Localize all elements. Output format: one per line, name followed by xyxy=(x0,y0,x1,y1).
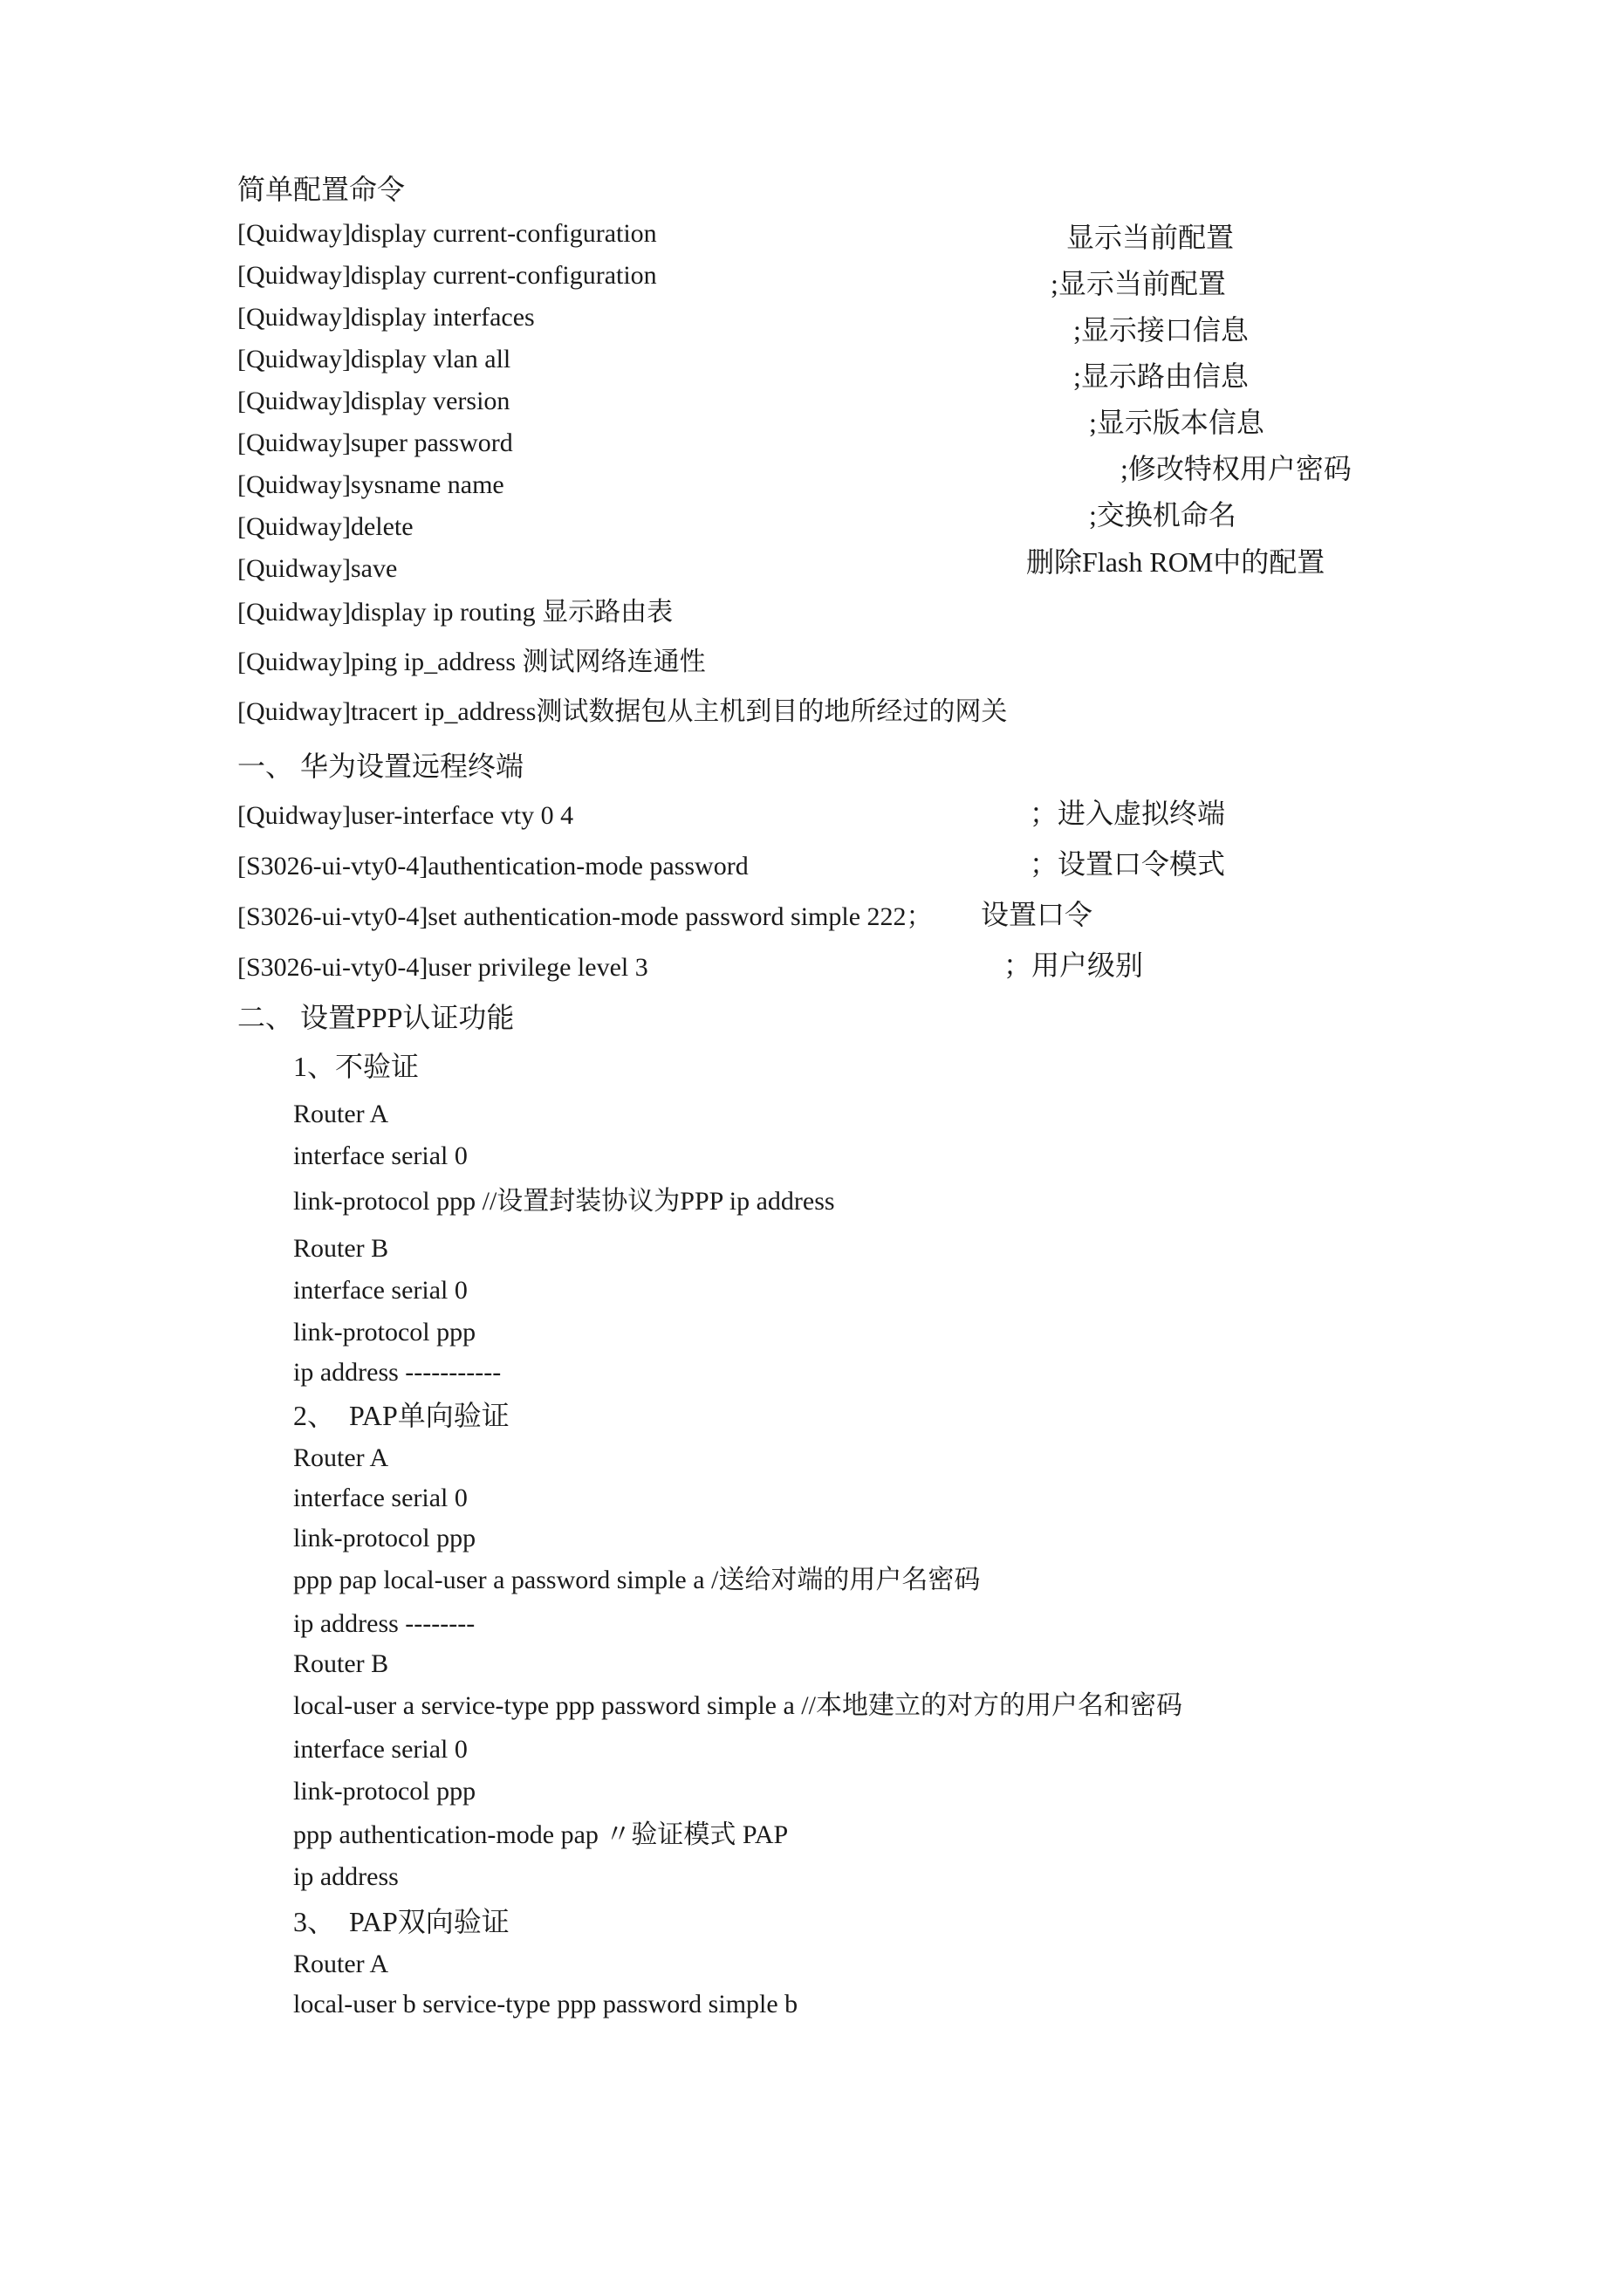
page-title: 简单配置命令 xyxy=(237,174,406,205)
command-comment: ;显示路由信息 xyxy=(1073,360,1249,392)
config-line: link-protocol ppp //设置封装协议为PPP ip address xyxy=(293,1187,835,1216)
config-line: ppp pap local-user a password simple a /送给对端的用户名密码 xyxy=(293,1566,981,1594)
command-comment: ;交换机命名 xyxy=(1089,499,1236,531)
config-line: Router A xyxy=(293,1100,389,1128)
command-line: [Quidway]display vlan all xyxy=(237,345,511,374)
config-line: interface serial 0 xyxy=(293,1141,468,1170)
config-line: Router B xyxy=(293,1649,389,1678)
command-line: [Quidway]display interfaces xyxy=(237,303,535,332)
config-line: Router A xyxy=(293,1443,389,1472)
subsection-heading: 1、不验证 xyxy=(293,1051,420,1082)
command-line: [Quidway]display ip routing 显示路由表 xyxy=(237,598,674,627)
command-comment: 设置口令 xyxy=(981,899,1093,930)
config-line: local-user a service-type ppp password simple a //本地建立的对方的用户名和密码 xyxy=(293,1691,1182,1720)
command-comment: 删除Flash ROM中的配置 xyxy=(1026,546,1325,578)
command-line: [S3026-ui-vty0-4]set authentication-mode password simple 222； xyxy=(237,902,933,931)
subsection-heading: 3、 PAP双向验证 xyxy=(293,1906,510,1937)
subsection-heading: 2、 PAP单向验证 xyxy=(293,1400,510,1431)
command-line: [Quidway]delete xyxy=(237,512,414,541)
config-line: ip address ----------- xyxy=(293,1358,502,1387)
command-line: [Quidway]sysname name xyxy=(237,470,504,499)
command-line: [S3026-ui-vty0-4]user privilege level 3 xyxy=(237,953,648,982)
command-comment: ;显示版本信息 xyxy=(1089,407,1264,438)
command-comment: ；进入虚拟终端 xyxy=(1030,798,1226,829)
command-line: [Quidway]super password xyxy=(237,428,513,457)
command-line: [Quidway]display current-configuration xyxy=(237,261,657,290)
config-line: interface serial 0 xyxy=(293,1484,468,1512)
command-comment: ;显示当前配置 xyxy=(1051,268,1226,299)
config-line: link-protocol ppp xyxy=(293,1318,476,1347)
config-line: ppp authentication-mode pap 〃验证模式 PAP xyxy=(293,1820,789,1849)
config-line: Router A xyxy=(293,1950,389,1978)
command-line: [Quidway]display current-configuration xyxy=(237,219,657,248)
command-line: [Quidway]ping ip_address 测试网络连通性 xyxy=(237,648,706,676)
config-line: interface serial 0 xyxy=(293,1276,468,1305)
config-line: ip address -------- xyxy=(293,1609,476,1638)
command-comment: 显示当前配置 xyxy=(1066,222,1235,253)
command-comment: ;显示接口信息 xyxy=(1073,314,1249,346)
command-line: [Quidway]display version xyxy=(237,387,510,415)
config-line: Router B xyxy=(293,1234,389,1263)
command-comment: ；设置口令模式 xyxy=(1030,848,1226,880)
section-heading: 二、 设置PPP认证功能 xyxy=(237,1002,515,1033)
command-comment: ；用户级别 xyxy=(1003,949,1144,981)
config-line: link-protocol ppp xyxy=(293,1777,476,1806)
section-heading: 一、 华为设置远程终端 xyxy=(237,750,524,782)
config-line: link-protocol ppp xyxy=(293,1524,476,1552)
config-line: local-user b service-type ppp password simple b xyxy=(293,1990,798,2018)
command-line: [Quidway]user-interface vty 0 4 xyxy=(237,801,574,830)
config-line: ip address xyxy=(293,1862,399,1891)
command-line: [Quidway]save xyxy=(237,554,398,583)
command-comment: ;修改特权用户密码 xyxy=(1120,453,1352,484)
command-line: [S3026-ui-vty0-4]authentication-mode password xyxy=(237,852,749,881)
config-line: interface serial 0 xyxy=(293,1735,468,1764)
command-line: [Quidway]tracert ip_address测试数据包从主机到目的地所经过的网关 xyxy=(237,697,1008,726)
